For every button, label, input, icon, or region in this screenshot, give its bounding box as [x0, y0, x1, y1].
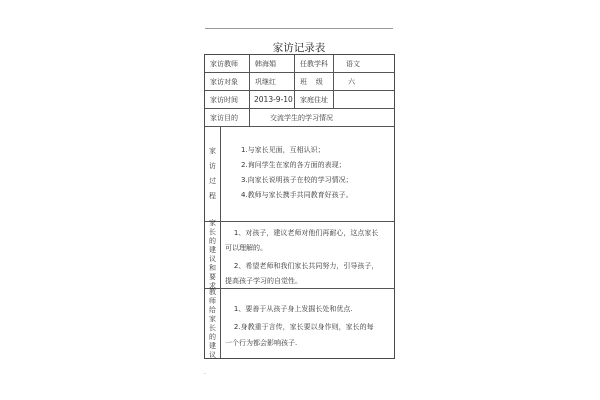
- student-value: 巩继红: [255, 77, 276, 86]
- visit-record-form: [204, 54, 395, 359]
- process-label-char: 程: [209, 192, 216, 200]
- subject-label: 任教学科: [300, 59, 328, 68]
- teacher-advice-line: 2.身教重于言传，家长要以身作则，家长的每: [225, 323, 374, 331]
- time-value: 2013-9-10: [254, 95, 293, 104]
- teacher-advice-line: 1、要善于从孩子身上发掘长处和优点.: [225, 305, 353, 313]
- teacher-advice-label-char: 议: [209, 351, 216, 359]
- teacher-advice-label-char: 建: [209, 342, 216, 350]
- process-label: [205, 127, 220, 221]
- teacher-advice-label-char: 长: [209, 324, 216, 332]
- parent-advice-line: 提高孩子学习的自觉性。: [225, 277, 302, 285]
- process-line: 3.向家长说明孩子在校的学习情况；: [241, 176, 353, 184]
- process-line: 4.教师与家长携手共同教育好孩子。: [241, 191, 353, 199]
- parent-advice-label-char: 和: [209, 264, 216, 272]
- purpose-label: 家访目的: [210, 113, 238, 122]
- class-label: 班 级: [300, 77, 323, 86]
- footer-mark: .: [204, 369, 206, 376]
- parent-advice-label: [205, 219, 220, 290]
- process-label-char: 家: [209, 147, 216, 155]
- teacher-label: 家访教师: [210, 59, 238, 68]
- parent-advice-label-char: 议: [209, 255, 216, 263]
- parent-advice-label-char: 家: [209, 219, 216, 227]
- parent-advice-line: 可以理解的。: [225, 244, 267, 252]
- process-label-char: 过: [209, 177, 216, 185]
- teacher-advice-label-char: 给: [209, 306, 216, 314]
- time-label: 家访时间: [210, 95, 238, 104]
- teacher-value: 韩海娟: [255, 59, 276, 68]
- subject-value: 语文: [346, 59, 360, 68]
- parent-advice-label-char: 建: [209, 246, 216, 254]
- page-title: 家访记录表: [272, 42, 326, 54]
- parent-advice-line: 1、对孩子，建议老师对他们再耐心，这点家长: [225, 229, 379, 237]
- teacher-advice-line: 一个行为都会影响孩子.: [225, 339, 298, 347]
- row-divider: [205, 288, 394, 289]
- parent-advice-line: 2、希望老师和我们家长共同努力，引导孩子，: [225, 262, 379, 270]
- teacher-advice-label-char: 师: [209, 297, 216, 305]
- process-label-char: 访: [209, 162, 216, 170]
- class-value: 六: [348, 77, 355, 86]
- parent-advice-label-char: 要: [209, 273, 216, 281]
- process-line: 1.与家长见面，互相认识；: [241, 146, 325, 154]
- column-divider: [220, 126, 221, 358]
- parent-advice-label-char: 的: [209, 237, 216, 245]
- row-divider: [205, 221, 394, 222]
- parent-advice-label-char: 长: [209, 228, 216, 236]
- purpose-value: 交流学生的学习情况: [270, 113, 333, 122]
- process-line: 2.询问学生在家的各方面的表现；: [241, 161, 346, 169]
- teacher-advice-label-char: 教: [209, 288, 216, 296]
- teacher-advice-label-char: 家: [209, 315, 216, 323]
- teacher-advice-label: [205, 289, 220, 359]
- row-divider: [205, 126, 394, 127]
- address-value: [334, 91, 394, 108]
- address-label: 家庭住址: [300, 95, 328, 104]
- student-label: 家访对象: [210, 77, 238, 86]
- top-rule: [205, 28, 393, 29]
- parent-advice-label-char: 求: [209, 282, 216, 290]
- teacher-advice-label-char: 的: [209, 333, 216, 341]
